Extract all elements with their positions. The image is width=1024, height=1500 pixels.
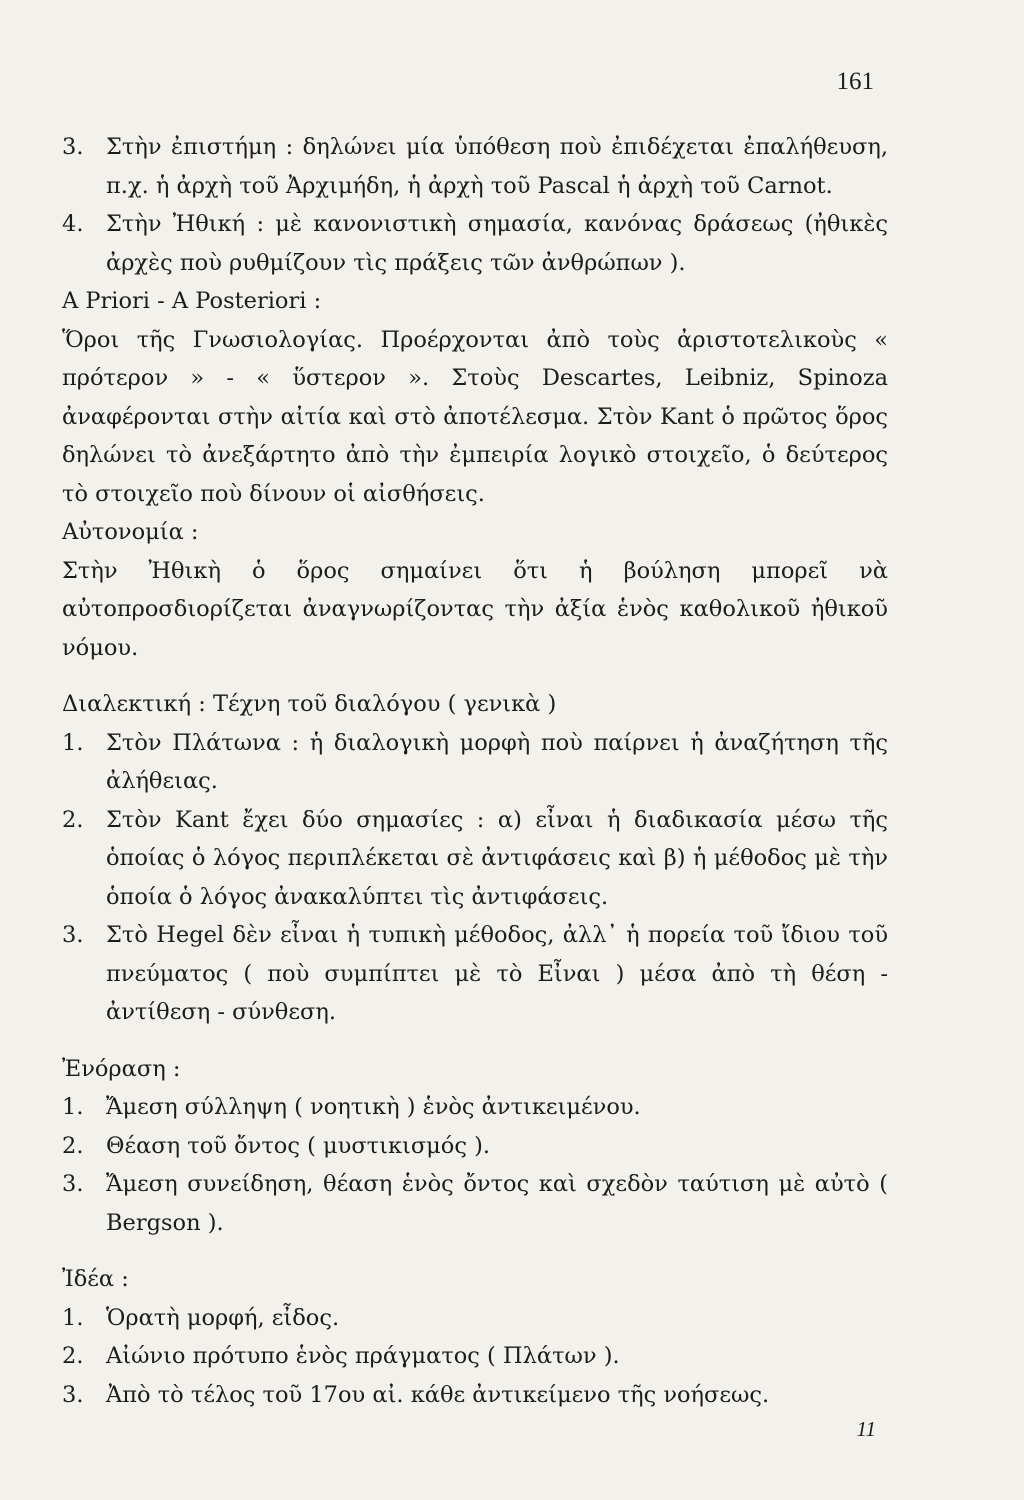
- item-text: Ἄμεση συνείδηση, θέαση ἑνὸς ὄντος καὶ σχεδὸν ταύτιση μὲ αὐτὸ ( Bergson ).: [106, 1171, 888, 1236]
- item-number: 3.: [62, 922, 84, 948]
- term-a-priori: A Priori - A Posteriori :: [62, 288, 322, 314]
- list-item: [62, 205, 888, 282]
- item-number: 1.: [62, 729, 84, 756]
- item-number: 2.: [62, 806, 84, 833]
- item-number: 3.: [62, 1171, 84, 1197]
- list-item: [62, 1337, 888, 1376]
- list-item: [62, 1127, 888, 1166]
- definition-a-priori: Ὅροι τῆς Γνωσιολογίας. Προέρχονται ἀπὸ τοὺς ἀριστοτελικοὺς « πρότερον » - « ὕστερον ». Στοὺς Descartes, Leibniz, Spinoza ἀναφέρονται στὴν αἰτία καὶ στὸ ἀποτέλεσμα. Στὸν Kant ὁ πρῶτος ὅρος δηλώνει τὸ ἀνεξάρτητο ἀπὸ τὴν ἐμπειρία λογικὸ στοιχεῖο, ὁ δεύτερος τὸ στοιχεῖο ποὺ δίνουν οἱ αἰσθήσεις.: [62, 326, 888, 507]
- term-autonomia: Αὐτονομία :: [62, 519, 199, 545]
- definition-autonomia: Στὴν Ἠθικὴ ὁ ὅρος σημαίνει ὅτι ἡ βούληση μπορεῖ νὰ αὐτοπροσδιορίζεται ἀναγνωρίζοντας τὴν ἀξία ἑνὸς καθολικοῦ ἠθικοῦ νόμου.: [62, 557, 888, 661]
- item-text: Στὸ Hegel δὲν εἶναι ἡ τυπικὴ μέθοδος, ἀλλ᾽ ἡ πορεία τοῦ ἴδιου τοῦ πνεύματος ( ποὺ συμπίπτει μὲ τὸ Εἶναι ) μέσα ἀπὸ τὴ θέση - ἀντίθεση - σύνθεση.: [106, 922, 888, 1025]
- item-text: Ἄμεση σύλληψη ( νοητικὴ ) ἑνὸς ἀντικειμένου.: [106, 1094, 641, 1120]
- item-number: 4.: [62, 211, 84, 237]
- item-text: Στὸν Πλάτωνα : ἡ διαλογικὴ μορφὴ ποὺ παίρνει ἡ ἀναζήτηση τῆς ἀλήθειας.: [106, 729, 888, 794]
- glossary-content: [62, 128, 888, 1414]
- page-number: 161: [836, 68, 874, 95]
- list-item: [62, 128, 888, 205]
- item-number: 1.: [62, 1304, 84, 1331]
- list-item: [62, 1088, 888, 1127]
- term-dialektiki: Διαλεκτική : Τέχνη τοῦ διαλόγου ( γενικὰ ): [62, 691, 557, 717]
- term-enorasi: Ἐνόραση :: [62, 1055, 181, 1082]
- item-number: 3.: [62, 134, 84, 160]
- item-text: Στὸν Kant ἔχει δύο σημασίες : α) εἶναι ἡ διαδικασία μέσω τῆς ὁποίας ὁ λόγος περιπλέκεται σὲ ἀντιφάσεις καὶ β) ἡ μέθοδος μὲ τὴν ὁποία ὁ λόγος ἀνακαλύπτει τὶς ἀντιφάσεις.: [106, 806, 888, 910]
- list-item: [62, 916, 888, 1032]
- item-number: 3.: [62, 1381, 84, 1408]
- list-item: [62, 801, 888, 917]
- list-item: [62, 724, 888, 801]
- signature-mark: 11: [856, 1417, 876, 1441]
- item-number: 1.: [62, 1094, 84, 1120]
- list-item: [62, 1376, 888, 1415]
- item-text: Θέαση τοῦ ὄντος ( μυστικισμός ).: [106, 1132, 491, 1159]
- item-number: 2.: [62, 1132, 84, 1159]
- item-text: Ἀπὸ τὸ τέλος τοῦ 17ου αἰ. κάθε ἀντικείμενο τῆς νοήσεως.: [106, 1381, 770, 1408]
- term-idea: Ἰδέα :: [62, 1266, 129, 1292]
- item-text: Στὴν ἐπιστήμη : δηλώνει μία ὑπόθεση ποὺ ἐπιδέχεται ἐπαλήθευση, π.χ. ἡ ἀρχὴ τοῦ Ἀρχιμήδη, ἡ ἀρχὴ τοῦ Pascal ἡ ἀρχὴ τοῦ Carnot.: [106, 134, 888, 199]
- list-item: [62, 1165, 888, 1242]
- list-item: [62, 1299, 888, 1338]
- item-number: 2.: [62, 1343, 84, 1369]
- item-text: Αἰώνιο πρότυπο ἑνὸς πράγματος ( Πλάτων ).: [106, 1343, 620, 1369]
- item-text: Στὴν Ἠθική : μὲ κανονιστικὴ σημασία, κανόνας δράσεως (ἠθικὲς ἀρχὲς ποὺ ρυθμίζουν τὶς πράξεις τῶν ἀνθρώπων ).: [106, 211, 888, 276]
- item-text: Ὁρατὴ μορφή, εἶδος.: [106, 1304, 340, 1331]
